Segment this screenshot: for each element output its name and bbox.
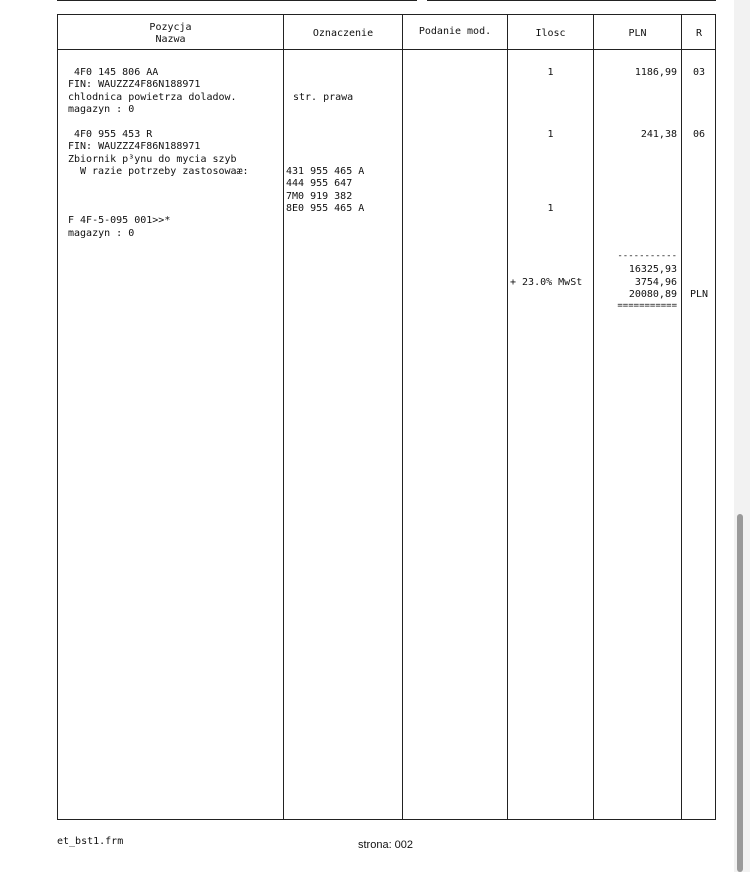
totals-gross: 20080,89 <box>628 289 677 300</box>
header-pozycja-nazwa <box>58 22 283 46</box>
item-2-r: 06 <box>692 129 706 140</box>
item-1-stock: magazyn : 0 <box>68 104 135 115</box>
top-rule-right <box>427 0 716 1</box>
header-divider <box>58 49 715 50</box>
header-pozycja: Pozycja <box>149 22 192 33</box>
header-nazwa: Nazwa <box>155 34 186 45</box>
item-2-fin: FIN: WAUZZZ4F86N188971 <box>68 141 201 152</box>
vertical-scrollbar[interactable] <box>737 514 743 872</box>
item-2-note: W razie potrzeby zastosowaæ: <box>80 166 249 177</box>
item-1-fin: FIN: WAUZZZ4F86N188971 <box>68 79 201 90</box>
item-2-part-number: 4F0 955 453 R <box>74 129 153 140</box>
item-1-part-number: 4F0 145 806 AA <box>74 67 159 78</box>
item-2-alt-4: 8E0 955 465 A <box>286 203 365 214</box>
item-2-alt-1: 431 955 465 A <box>286 166 365 177</box>
totals-dash-line: ----------- <box>617 251 677 261</box>
col-divider <box>283 15 284 819</box>
parts-table <box>57 14 716 820</box>
top-rule-left <box>57 0 417 1</box>
item-1-price: 1186,99 <box>634 67 677 78</box>
extra-code: F 4F-5-095 001>>* <box>68 215 171 226</box>
totals-double-line: =========== <box>617 301 677 311</box>
item-1-designation: str. prawa <box>293 92 354 103</box>
header-oznaczenie: Oznaczenie <box>312 28 374 39</box>
item-1-qty: 1 <box>547 67 554 78</box>
totals-vat: 3754,96 <box>634 277 677 288</box>
item-2-alt-3: 7M0 919 382 <box>286 191 353 202</box>
extra-stock: magazyn : 0 <box>68 228 135 239</box>
header-r: R <box>695 28 703 39</box>
page-number: strona: 002 <box>358 839 414 851</box>
header-pln: PLN <box>628 28 647 39</box>
item-2-name: Zbiornik p³ynu do mycia szyb <box>68 154 237 165</box>
item-2-qty: 1 <box>547 129 554 140</box>
totals-vat-label: + 23.0% MwSt <box>510 277 583 288</box>
totals-net: 16325,93 <box>628 264 677 275</box>
header-ilosc: Ilosc <box>535 28 566 39</box>
col-divider <box>402 15 403 819</box>
form-name: et_bst1.frm <box>57 836 124 847</box>
header-podanie-mod: Podanie mod. <box>418 26 492 37</box>
item-1-name: chlodnica powietrza doladow. <box>68 92 237 103</box>
item-1-r: 03 <box>692 67 706 78</box>
item-2-alt-2: 444 955 647 <box>286 178 353 189</box>
totals-currency: PLN <box>689 289 709 300</box>
item-2-price: 241,38 <box>640 129 677 140</box>
item-2-alt-qty: 1 <box>547 203 554 214</box>
